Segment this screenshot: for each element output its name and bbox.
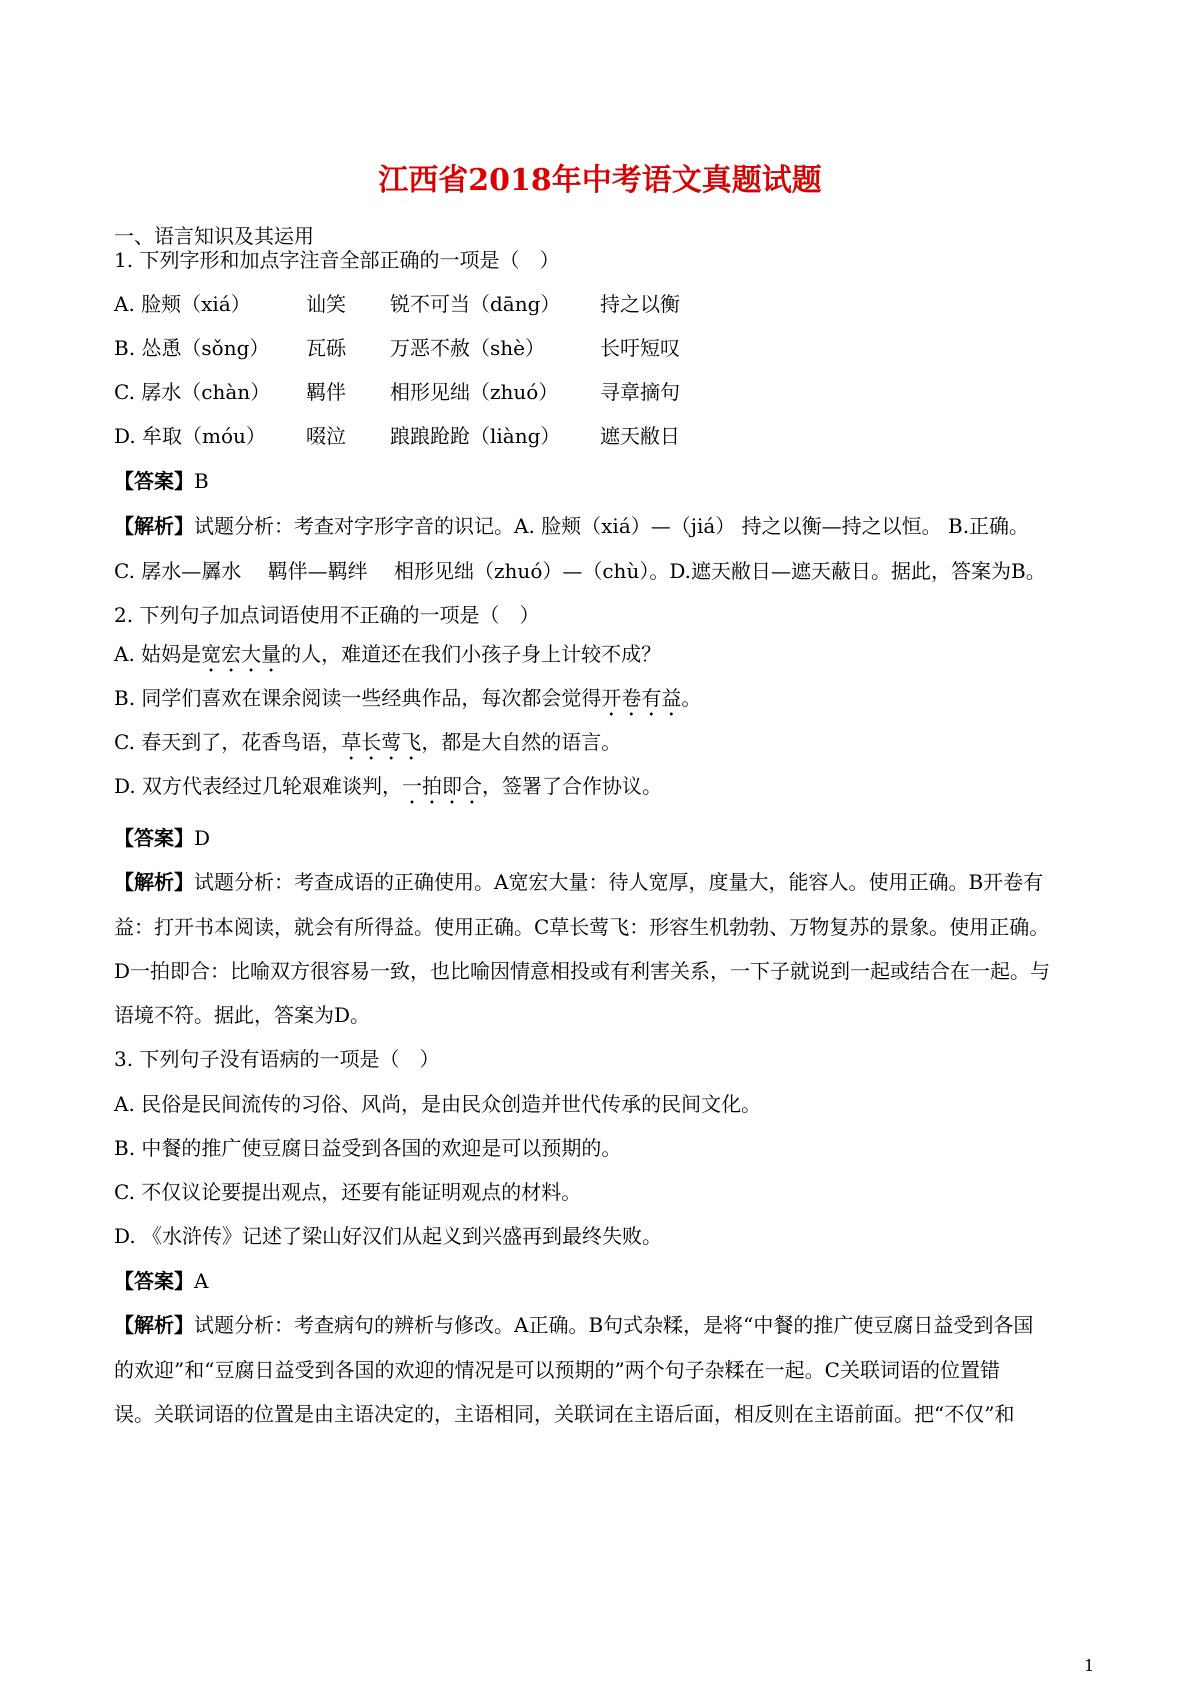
q2-option-d [114,772,662,809]
answer-value: D [194,826,211,850]
q3-answer [114,1267,208,1295]
option-text: ，都是大自然的语言。 [421,730,622,754]
question-2-stem: 2. 下列句子加点词语使用不正确的一项是（ ） [114,603,540,627]
q2-answer [114,824,210,852]
dotted-phrase: 一拍即合 [402,774,483,798]
q1-answer [114,467,209,495]
q1-option-a-col3: 锐不可当（dāng） [390,292,561,316]
option-text: 。 [681,686,702,710]
q3-analysis-line-2: 的欢迎”和“豆腐日益受到各国的欢迎的情况是可以预期的”两个句子杂糅在一起。C关联词语的位置错 [114,1358,1000,1382]
analysis-label: 【解析】 [114,1313,194,1337]
q1-option-a-col4: 持之以衡 [600,292,680,316]
q1-option-c-col2: 羁伴 [306,380,346,404]
option-text: A. 姑妈是 [114,642,202,666]
dotted-phrase: 草长莺飞 [341,730,422,754]
q2-analysis-line-2: 益：打开书本阅读，就会有所得益。使用正确。C草长莺飞：形容生机勃勃、万物复苏的景象。使用正确。 [114,915,1050,939]
q3-analysis-line-3: 误。关联词语的位置是由主语决定的，主语相同，关联词在主语后面，相反则在主语前面。把“不仅”和 [114,1402,1015,1426]
q1-option-a-col2: 讪笑 [306,292,346,316]
option-text: 的人，难道还在我们小孩子身上计较不成？ [281,642,662,666]
q1-option-d-col2: 啜泣 [306,424,346,448]
q3-analysis-line-1 [114,1311,1033,1339]
q1-option-c-col3: 相形见绌（zhuó） [390,380,559,404]
answer-label: 【答案】 [114,1269,194,1293]
q3-option-c: C. 不仅议论要提出观点，还要有能证明观点的材料。 [114,1180,582,1204]
option-text: ，签署了合作协议。 [482,774,663,798]
page-title: 江西省2018年中考语文真题试题 [378,163,822,198]
q1-option-c-col4: 寻章摘句 [600,380,680,404]
q1-option-c-col1: C. 孱水（chàn） [114,380,271,404]
q1-analysis-line-2: C. 孱水—羼水 羁伴—羁绊 相形见绌（zhuó）—（chù）。D.遮天敝日—遮天蔽日。据此，答案为B。 [114,559,1046,583]
q2-option-a [114,640,661,677]
answer-label: 【答案】 [114,826,194,850]
section-heading: 一、语言知识及其运用 [114,224,314,248]
dotted-phrase: 宽宏大量 [201,642,282,666]
q1-analysis-line-1 [114,512,1029,540]
q3-option-b: B. 中餐的推广使豆腐日益受到各国的欢迎是可以预期的。 [114,1136,622,1160]
page-number: 1 [1084,1656,1095,1675]
analysis-label: 【解析】 [114,870,194,894]
q1-option-b-col4: 长吁短叹 [600,336,680,360]
question-1-stem: 1. 下列字形和加点字注音全部正确的一项是（ ） [114,248,560,272]
question-3-stem: 3. 下列句子没有语病的一项是（ ） [114,1047,440,1071]
analysis-text: 试题分析：考查病句的辨析与修改。A正确。B句式杂糅，是将“中餐的推广使豆腐日益受到各国 [194,1313,1034,1337]
q3-option-a: A. 民俗是民间流传的习俗、风尚，是由民众创造并世代传承的民间文化。 [114,1092,762,1116]
q1-option-d-col4: 遮天敝日 [600,424,680,448]
q2-analysis-line-1 [114,868,1043,896]
option-text: C. 春天到了，花香鸟语， [114,730,342,754]
answer-value: B [194,469,209,493]
analysis-text: 试题分析：考查对字形字音的识记。A. 脸颊（xiá）—（jiá） 持之以衡—持之以恒。 B.正确。 [194,514,1030,538]
q3-option-d: D. 《水浒传》记述了梁山好汉们从起义到兴盛再到最终失败。 [114,1224,663,1248]
q1-option-b-col2: 瓦砾 [306,336,346,360]
analysis-text: 试题分析：考查成语的正确使用。A宽宏大量：待人宽厚，度量大，能容人。使用正确。B开卷有 [194,870,1044,894]
q2-option-c [114,728,621,765]
option-text: B. 同学们喜欢在课余阅读一些经典作品，每次都会觉得 [114,686,602,710]
q2-analysis-line-4: 语境不符。据此，答案为D。 [114,1003,371,1027]
q1-option-b-col1: B. 怂恿（sǒng） [114,336,270,360]
analysis-label: 【解析】 [114,514,194,538]
q2-option-b [114,684,701,721]
answer-value: A [194,1269,209,1293]
answer-label: 【答案】 [114,469,194,493]
q1-option-b-col3: 万恶不赦（shè） [390,336,545,360]
dotted-phrase: 开卷有益 [601,686,682,710]
option-text: D. 双方代表经过几轮艰难谈判， [114,774,403,798]
q1-option-d-col1: D. 牟取（móu） [114,424,266,448]
q2-analysis-line-3: D一拍即合：比喻双方很容易一致，也比喻因情意相投或有利害关系，一下子就说到一起或结合在一起。与 [114,959,1051,983]
q1-option-d-col3: 踉踉跄跄（liàng） [390,424,561,448]
q1-option-a-col1: A. 脸颊（xiá） [114,292,251,316]
